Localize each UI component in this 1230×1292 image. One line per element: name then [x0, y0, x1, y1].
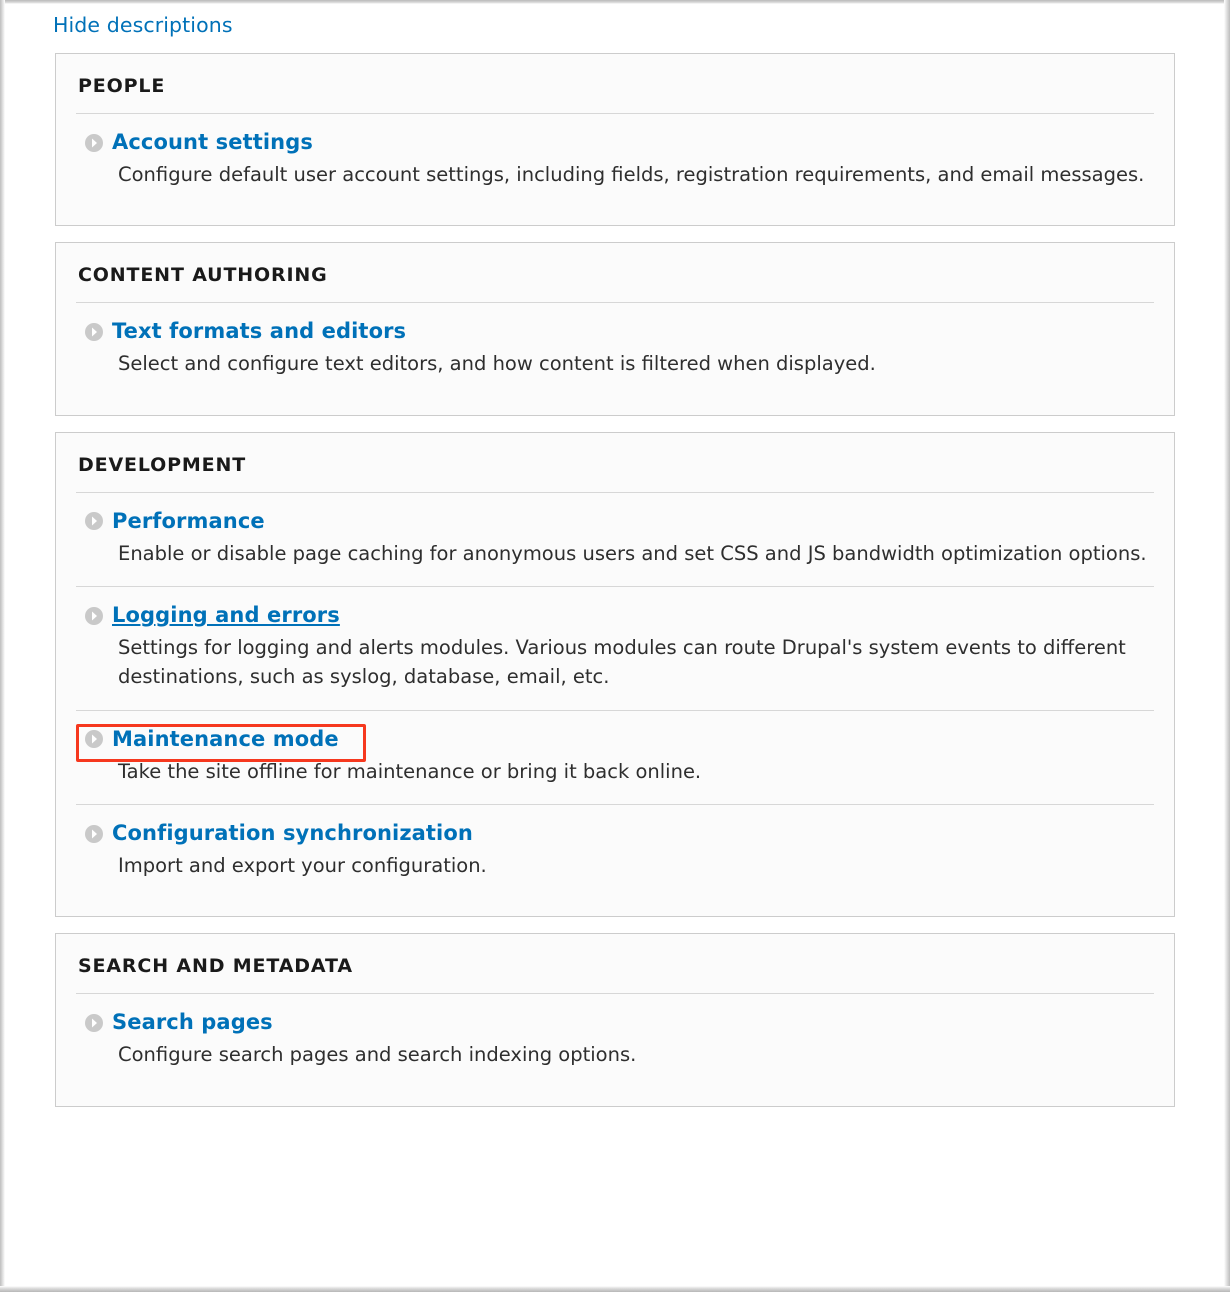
chevron-circle-right-icon — [84, 824, 104, 844]
config-item-description: Configure default user account settings, including fields, registration requirements, and email messages. — [118, 163, 1145, 187]
config-item-description: Configure search pages and search indexing options. — [118, 1043, 637, 1067]
config-item-description: Select and configure text editors, and how content is filtered when displayed. — [118, 352, 876, 376]
config-block-title: PEOPLE — [76, 54, 1154, 114]
chevron-circle-right-icon — [84, 606, 104, 626]
config-item-link[interactable]: Configuration synchronization — [112, 820, 473, 845]
config-item-description: Enable or disable page caching for anonymous users and set CSS and JS bandwidth optimization options. — [118, 541, 1147, 565]
config-item-description: Import and export your configuration. — [118, 854, 487, 878]
config-item-head — [76, 728, 1154, 751]
config-block-title: DEVELOPMENT — [76, 433, 1154, 493]
configuration-blocks — [5, 53, 1224, 1107]
hide-descriptions-link[interactable]: Hide descriptions — [53, 13, 233, 37]
config-item-description: Take the site offline for maintenance or bring it back online. — [118, 759, 702, 783]
config-item-head — [76, 604, 1154, 627]
config-block — [55, 933, 1175, 1106]
config-item — [76, 114, 1154, 207]
config-item-head — [76, 131, 1154, 154]
window-edge-right — [1224, 0, 1230, 1292]
config-item-head — [76, 822, 1154, 845]
config-block — [55, 432, 1175, 918]
config-item-link[interactable]: Maintenance mode — [112, 726, 339, 751]
config-item — [76, 711, 1154, 805]
chevron-circle-right-icon — [84, 729, 104, 749]
config-item-link[interactable]: Text formats and editors — [112, 319, 407, 344]
config-item-description: Settings for logging and alerts modules. Various modules can route Drupal's system events to different destinations, such as syslog, database, email, etc. — [118, 636, 1126, 689]
config-item-link[interactable]: Search pages — [112, 1010, 273, 1035]
configuration-content — [5, 4, 1224, 1288]
chevron-circle-right-icon — [84, 133, 104, 153]
config-block-title: SEARCH AND METADATA — [76, 934, 1154, 994]
chevron-circle-right-icon — [84, 511, 104, 531]
config-block — [55, 242, 1175, 415]
config-item-head — [76, 320, 1154, 343]
config-item-link[interactable]: Logging and errors — [112, 603, 340, 628]
config-item — [76, 493, 1154, 587]
chevron-circle-right-icon — [84, 322, 104, 342]
config-item-head — [76, 1011, 1154, 1034]
config-item — [76, 303, 1154, 396]
config-item — [76, 805, 1154, 898]
config-item — [76, 587, 1154, 711]
config-item-link[interactable]: Account settings — [112, 130, 313, 154]
chevron-circle-right-icon — [84, 1013, 104, 1033]
config-item-link[interactable]: Performance — [112, 508, 265, 533]
config-block — [55, 53, 1175, 226]
config-block-title: CONTENT AUTHORING — [76, 243, 1154, 303]
config-item-head — [76, 510, 1154, 533]
config-item — [76, 994, 1154, 1087]
